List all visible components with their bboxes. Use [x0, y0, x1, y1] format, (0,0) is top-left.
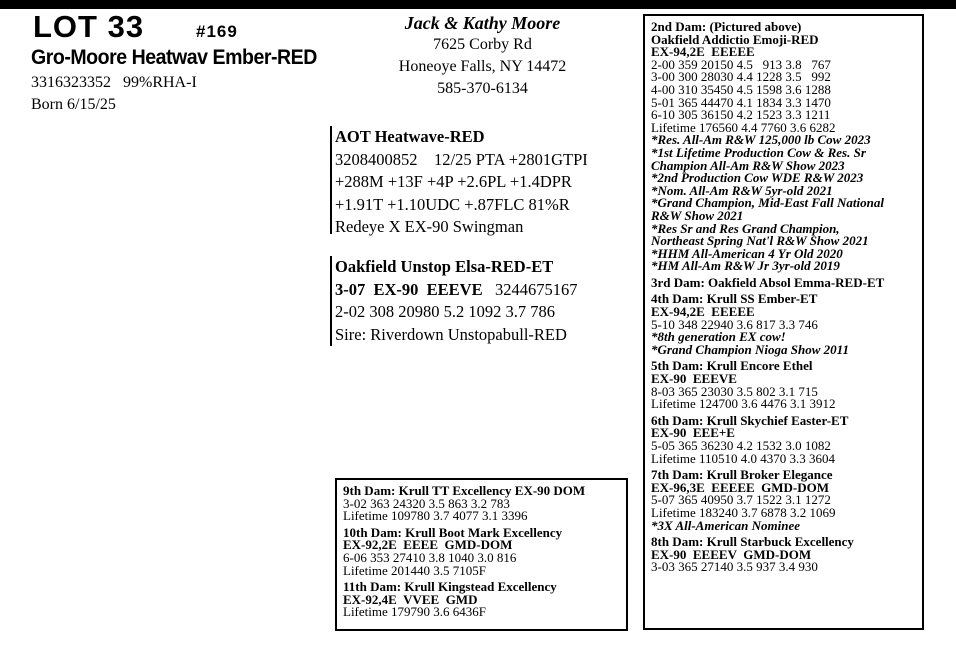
animal-name: Gro-Moore Heatwav Ember-RED	[31, 46, 317, 69]
dam-entry	[343, 524, 626, 578]
award-note: *Nom. All-Am R&W 5yr-old 2021	[651, 182, 833, 198]
production-record: 6-10 305 36150 4.2 1523 3.3 1211	[651, 107, 831, 123]
award-note: *Grand Champion, Mid-East Fall National	[651, 195, 884, 211]
consignor-address-1: 7625 Corby Rd	[433, 36, 532, 53]
dam-heading: 4th Dam: Krull SS Ember-ET	[651, 291, 818, 307]
dam-entry	[651, 536, 922, 574]
production-record: 5-05 365 36230 4.2 1532 3.0 1082	[651, 438, 831, 453]
registration-line: 3316323352 99%RHA-I	[31, 74, 197, 91]
top-rule	[0, 0, 956, 9]
production-record: 4-00 310 35450 4.5 1598 3.6 1288	[651, 81, 831, 97]
consignor-address-2: Honeoye Falls, NY 14472	[398, 58, 567, 75]
sire-line: 3208400852 12/25 PTA +2801GTPI	[335, 149, 588, 169]
dam-entry-classification: EX-90 EEE+E	[651, 425, 735, 441]
production-record: Lifetime 183240 3.7 6878 3.2 1069	[651, 504, 836, 520]
dam-heading: 11th Dam: Krull Kingstead Excellency	[343, 579, 557, 595]
production-record: Lifetime 179790 3.6 6436F	[343, 604, 486, 620]
dam-entry-classification: EX-90 EEEEV GMD-DOM	[651, 546, 812, 562]
award-note: *Res. All-Am R&W 125,000 lb Cow 2023	[651, 132, 871, 148]
award-note: *1st Lifetime Production Cow & Res. Sr	[651, 144, 866, 160]
award-note: R&W Show 2021	[651, 207, 744, 223]
pedigree-box-dams-9-11	[335, 478, 628, 631]
award-note: *Grand Champion Nioga Show 2011	[651, 341, 849, 357]
dam-entry	[651, 274, 922, 290]
dam-heading: 8th Dam: Krull Starbuck Excellency	[651, 534, 854, 550]
sire-line: +288M +13F +4P +2.6PL +1.4DPR	[335, 172, 572, 191]
dam-entry-classification: EX-92,2E EEEE GMD-DOM	[343, 537, 513, 553]
production-record: Lifetime 124700 3.6 4476 3.1 3912	[651, 396, 836, 412]
production-record: 5-07 365 40950 3.7 1522 3.1 1272	[651, 492, 831, 508]
dam-entry-classification: EX-94,2E EEEEE	[651, 44, 755, 60]
production-record: Lifetime 110510 4.0 4370 3.3 3604	[651, 450, 836, 466]
production-record: 2-00 359 20150 4.5 913 3.8 767	[651, 56, 831, 72]
dam-record: 2-02 308 20980 5.2 1092 3.7 786	[335, 302, 555, 321]
dam-entry	[343, 581, 626, 619]
award-note: *3X All-American Nominee	[651, 517, 801, 533]
production-record: 3-03 365 27140 3.5 937 3.4 930	[651, 559, 818, 575]
dam-entry	[651, 293, 922, 356]
sire-line: Redeye X EX-90 Swingman	[335, 217, 524, 236]
dam-entry	[343, 485, 626, 523]
dam-entry-name: Oakfield Addictio Emoji-RED	[651, 31, 819, 47]
production-record: 5-01 365 44470 4.1 1834 3.3 1470	[651, 94, 831, 110]
award-note: *HHM All-American 4 Yr Old 2020	[651, 245, 843, 261]
award-note: *Res Sr and Res Grand Champion,	[651, 220, 840, 236]
consignor-phone: 585-370-6134	[437, 80, 528, 97]
dam-entry	[651, 360, 922, 410]
dam-registration: 3244675167	[494, 279, 578, 299]
award-note: Champion All-Am R&W Show 2023	[651, 157, 845, 173]
dam-entry-classification: EX-90 EEEVE	[651, 371, 737, 387]
dam-entry-classification: EX-94,2E EEEEE	[651, 304, 755, 320]
dam-entry	[651, 412, 922, 466]
consignor-name: Jack & Kathy Moore	[404, 13, 561, 33]
dam-heading: 3rd Dam: Oakfield Absol Emma-RED-ET	[651, 274, 885, 290]
production-record: Lifetime 109780 3.7 4077 3.1 3396	[343, 508, 528, 524]
dam-entry	[651, 21, 922, 273]
award-note: *8th generation EX cow!	[651, 329, 786, 345]
production-record: 8-03 365 23030 3.5 802 3.1 715	[651, 383, 818, 399]
lot-number: #169	[196, 22, 238, 41]
award-note: *2nd Production Cow WDE R&W 2023	[651, 170, 864, 186]
award-note: Northeast Spring Nat'l R&W Show 2021	[651, 233, 869, 249]
consignor-block	[370, 12, 595, 100]
dam-entry	[651, 469, 922, 532]
pedigree-box-dams-2-8	[643, 14, 924, 630]
production-record: 5-10 348 22940 3.6 817 3.3 746	[651, 316, 818, 332]
award-note: *HM All-Am R&W Jr 3yr-old 2019	[651, 258, 840, 274]
dam-heading: 7th Dam: Krull Broker Elegance	[651, 467, 833, 483]
sire-name: AOT Heatwave-RED	[335, 127, 485, 146]
production-record: Lifetime 201440 3.5 7105F	[343, 562, 486, 578]
production-record: 3-02 363 24320 3.5 863 3.2 783	[343, 495, 510, 511]
lot-title: LOT 33	[33, 9, 145, 44]
dam-classification: 3-07 EX-90 EEEVE	[335, 279, 483, 299]
dam-block	[330, 256, 577, 346]
dam-entry-classification: EX-92,4E VVEE GMD	[343, 591, 478, 607]
production-record: 3-00 300 28030 4.4 1228 3.5 992	[651, 69, 831, 85]
production-record: 6-06 353 27410 3.8 1040 3.0 816	[343, 549, 517, 565]
dam-heading: 10th Dam: Krull Boot Mark Excellency	[343, 524, 563, 540]
dam-class-row	[335, 279, 577, 302]
birth-date: Born 6/15/25	[31, 96, 116, 113]
dam-heading: 5th Dam: Krull Encore Ethel	[651, 358, 813, 374]
sire-line: +1.91T +1.10UDC +.87FLC 81%R	[335, 194, 570, 214]
dam-heading: 2nd Dam: (Pictured above)	[651, 19, 802, 34]
dam-heading: 9th Dam: Krull TT Excellency EX-90 DOM	[343, 483, 586, 498]
sire-block	[330, 126, 588, 234]
dam-name: Oakfield Unstop Elsa-RED-ET	[335, 257, 554, 276]
production-record: Lifetime 176560 4.4 7760 3.6 6282	[651, 119, 836, 135]
dam-sire: Sire: Riverdown Unstopabull-RED	[335, 324, 567, 344]
dam-heading: 6th Dam: Krull Skychief Easter-ET	[651, 412, 849, 428]
dam-entry-classification: EX-96,3E EEEEE GMD-DOM	[651, 479, 830, 495]
